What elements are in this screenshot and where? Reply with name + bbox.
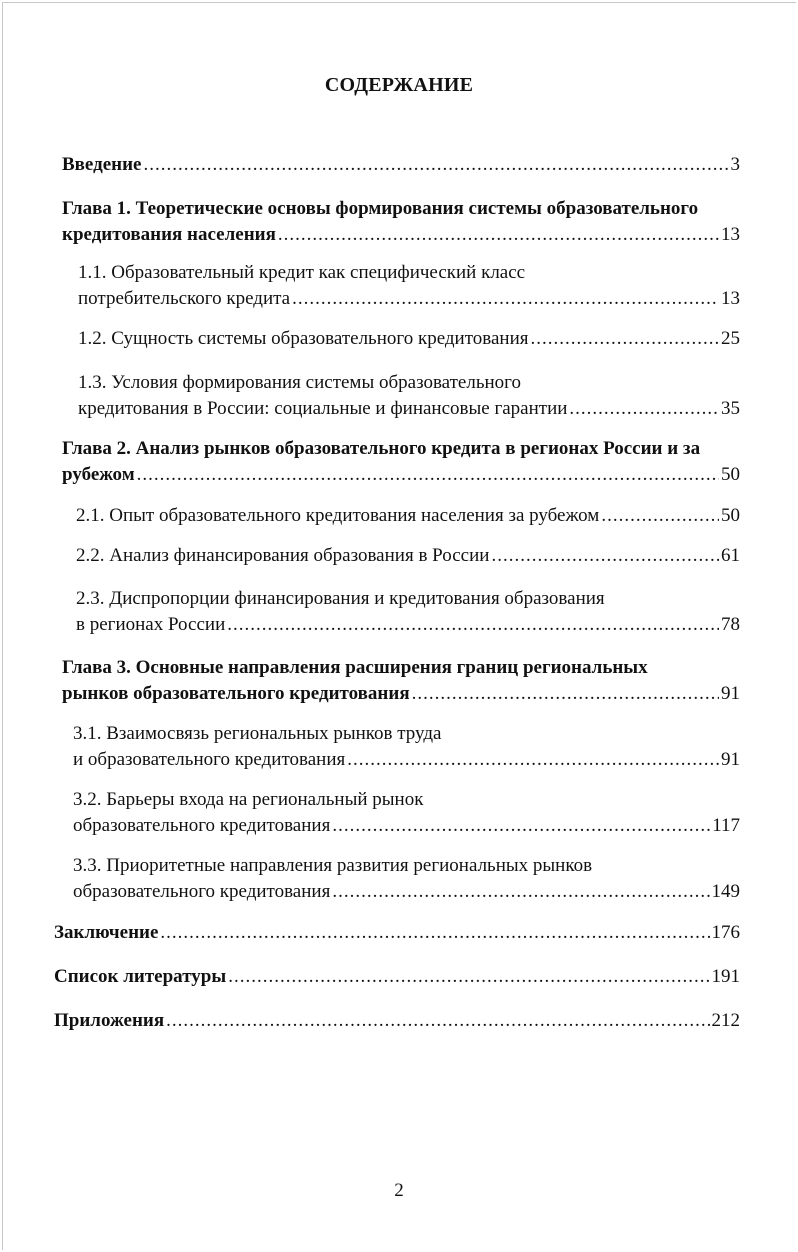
toc-entry-conclusion[interactable] bbox=[54, 920, 740, 946]
toc-leader-dots bbox=[601, 503, 719, 529]
toc-leader-dots bbox=[292, 286, 719, 312]
toc-page-number: 61 bbox=[721, 545, 740, 566]
toc-entry-title-cont: кредитования населения bbox=[62, 224, 276, 245]
toc-entry-title-cont: в регионах России bbox=[76, 614, 226, 635]
toc-page-number: 117 bbox=[712, 815, 740, 836]
toc-entry-section-3-2[interactable] bbox=[73, 787, 740, 839]
toc-entry-title-cont: образовательного кредитования bbox=[73, 881, 331, 902]
toc-entry-title: 1.2. Сущность системы образовательного кредитования bbox=[78, 328, 529, 349]
toc-page-number: 13 bbox=[721, 288, 740, 309]
toc-entry-title: 1.1. Образовательный кредит как специфический класс bbox=[78, 262, 526, 283]
toc-entry-title: Список литературы bbox=[54, 966, 227, 987]
toc-entry-section-2-1[interactable] bbox=[76, 503, 740, 529]
toc-entry-chapter-3[interactable] bbox=[62, 655, 740, 707]
toc-leader-dots bbox=[137, 462, 719, 488]
toc-page-number: 25 bbox=[721, 328, 740, 349]
toc-page-number: 3 bbox=[730, 154, 740, 175]
page-title: СОДЕРЖАНИЕ bbox=[324, 74, 474, 96]
toc-page-number: 50 bbox=[721, 505, 740, 526]
toc-entry-references[interactable] bbox=[54, 964, 740, 990]
toc-entry-title: 2.3. Диспропорции финансирования и кредитования образования bbox=[76, 588, 605, 609]
toc-page-number: 191 bbox=[711, 966, 740, 987]
toc-leader-dots bbox=[347, 747, 719, 773]
toc-entry-chapter-1[interactable] bbox=[62, 196, 740, 248]
toc-leader-dots bbox=[144, 152, 729, 178]
toc-entry-title: Заключение bbox=[54, 922, 159, 943]
toc-leader-dots bbox=[412, 681, 719, 707]
toc-entry-title: 2.1. Опыт образовательного кредитования населения за рубежом bbox=[76, 505, 600, 526]
toc-page-number: 91 bbox=[721, 683, 740, 704]
toc-entry-title-cont: рубежом bbox=[62, 464, 135, 485]
toc-entry-title-cont: потребительского кредита bbox=[78, 288, 291, 309]
toc-entry-title: 3.2. Барьеры входа на региональный рынок bbox=[73, 789, 424, 810]
toc-leader-dots bbox=[332, 813, 710, 839]
toc-leader-dots bbox=[491, 543, 719, 569]
toc-entry-chapter-2[interactable] bbox=[62, 436, 740, 488]
toc-leader-dots bbox=[278, 222, 719, 248]
toc-entry-section-1-3[interactable] bbox=[78, 370, 740, 422]
toc-page-number: 176 bbox=[711, 922, 740, 943]
toc-entry-section-3-3[interactable] bbox=[73, 853, 740, 905]
toc-entry-introduction[interactable] bbox=[62, 152, 740, 178]
toc-leader-dots bbox=[160, 920, 709, 946]
toc-entry-title: 3.3. Приоритетные направления развития региональных рынков bbox=[73, 855, 593, 876]
page-number: 2 bbox=[394, 1180, 404, 1201]
toc-entry-section-1-2[interactable] bbox=[78, 326, 740, 352]
toc-entry-section-1-1[interactable] bbox=[78, 260, 740, 312]
toc-entry-title: 1.3. Условия формирования системы образовательного bbox=[78, 372, 521, 393]
toc-entry-title-cont: рынков образовательного кредитования bbox=[62, 683, 410, 704]
toc-page-number: 13 bbox=[721, 224, 740, 245]
toc-leader-dots bbox=[332, 879, 709, 905]
toc-entry-section-2-2[interactable] bbox=[76, 543, 740, 569]
toc-entry-title: 3.1. Взаимосвязь региональных рынков труда bbox=[73, 723, 442, 744]
toc-entry-title: Глава 2. Анализ рынков образовательного кредита в регионах России и за bbox=[62, 438, 701, 459]
toc-entry-title: 2.2. Анализ финансирования образования в России bbox=[76, 545, 490, 566]
toc-leader-dots bbox=[531, 326, 720, 352]
toc-entry-title: Глава 1. Теоретические основы формирования системы образовательного bbox=[62, 198, 699, 219]
toc-leader-dots bbox=[569, 396, 719, 422]
toc-entry-title-cont: и образовательного кредитования bbox=[73, 749, 346, 770]
toc-entry-title-cont: образовательного кредитования bbox=[73, 815, 331, 836]
toc-page-number: 50 bbox=[721, 464, 740, 485]
toc-entry-title: Введение bbox=[62, 154, 142, 175]
toc-entry-title-cont: кредитования в России: социальные и финансовые гарантии bbox=[78, 398, 568, 419]
toc-page-number: 78 bbox=[721, 614, 740, 635]
toc-page-number: 35 bbox=[721, 398, 740, 419]
toc-leader-dots bbox=[227, 612, 719, 638]
toc-leader-dots bbox=[228, 964, 709, 990]
toc-leader-dots bbox=[166, 1008, 709, 1034]
toc-page-number: 212 bbox=[711, 1010, 740, 1031]
toc-entry-appendices[interactable] bbox=[54, 1008, 740, 1034]
toc-entry-section-2-3[interactable] bbox=[76, 586, 740, 638]
toc-entry-section-3-1[interactable] bbox=[73, 721, 740, 773]
toc-entry-title: Приложения bbox=[54, 1010, 165, 1031]
toc-page-number: 149 bbox=[711, 881, 740, 902]
toc-page-number: 91 bbox=[721, 749, 740, 770]
toc-entry-title: Глава 3. Основные направления расширения границ региональных bbox=[62, 657, 648, 678]
